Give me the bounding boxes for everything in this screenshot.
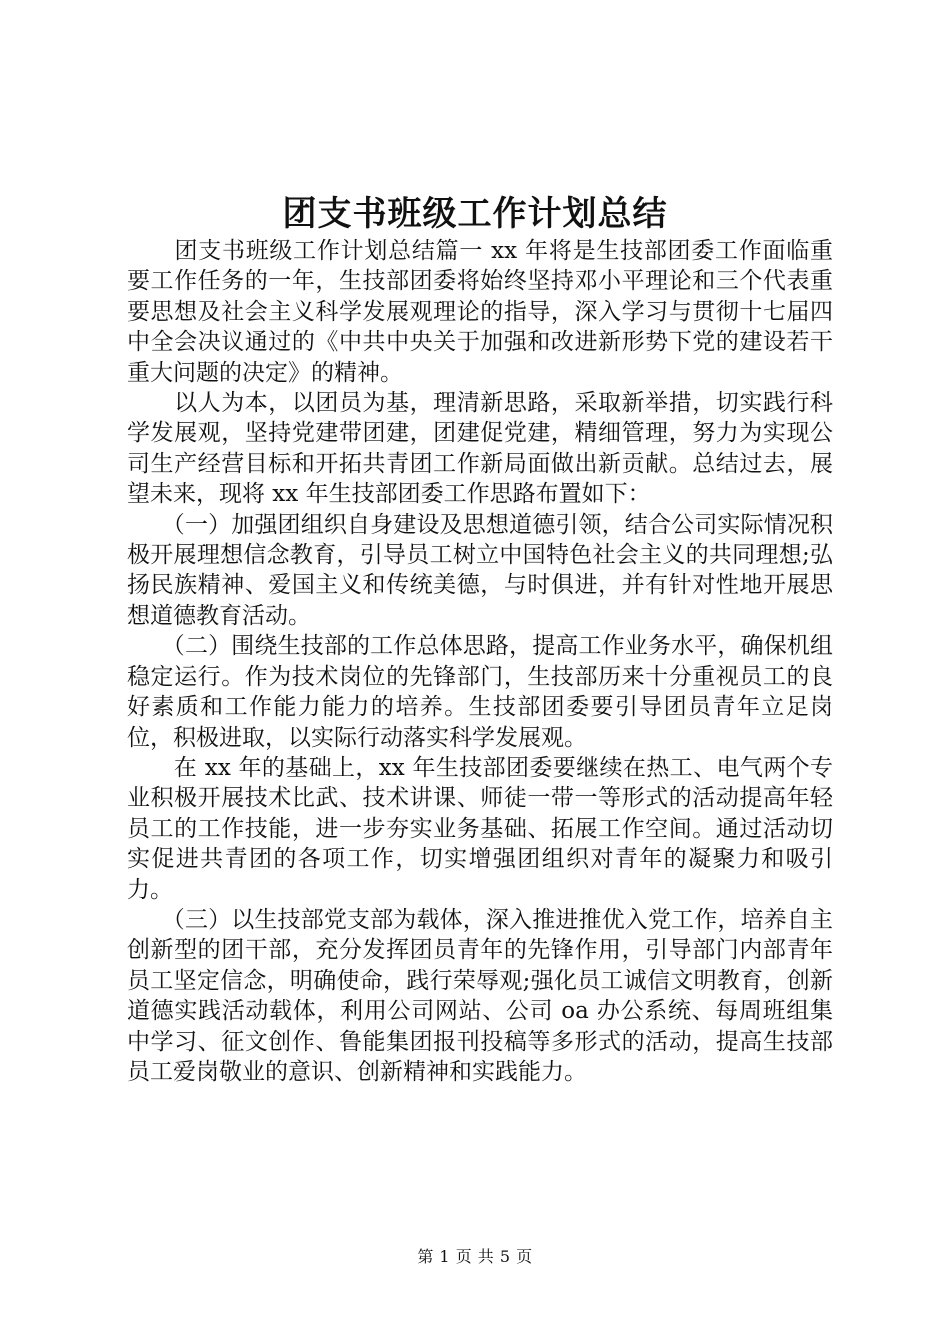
paragraph-2: 以人为本，以团员为基，理清新思路，采取新举措，切实践行科学发展观，坚持党建带团建，团建促党建，精细管理，努力为实现公司生产经营目标和开拓共青团工作新局面做出新贡献。总结过去，展望未来，现将 xx 年生技部团委工作思路布置如下： [127, 390, 833, 508]
paragraph-6: （三）以生技部党支部为载体，深入推进推优入党工作，培养自主创新型的团干部，充分发挥团员青年的先锋作用，引导部门内部青年员工坚定信念，明确使命，践行荣辱观;强化员工诚信文明教育，创新道德实践活动载体，利用公司网站、公司 oa 办公系统、每周班组集中学习、征文创作、鲁能集团报刊投稿等多形式的活动，提高生技部员工爱岗敬业的意识、创新精神和实践能力。 [127, 906, 833, 1085]
paragraph-4: （二）围绕生技部的工作总体思路，提高工作业务水平，确保机组稳定运行。作为技术岗位的先锋部门，生技部历来十分重视员工的良好素质和工作能力能力的培养。生技部团委要引导团员青年立足岗位，积极进取，以实际行动落实科学发展观。 [127, 633, 833, 751]
document-title: 团支书班级工作计划总结 [282, 194, 668, 234]
paragraph-1: 团支书班级工作计划总结篇一 xx 年将是生技部团委工作面临重要工作任务的一年，生技部团委将始终坚持邓小平理论和三个代表重要思想及社会主义科学发展观理论的指导，深入学习与贯彻十七届四中全会决议通过的《中共中央关于加强和改进新形势下党的建设若干重大问题的决定》的精神。 [127, 238, 833, 386]
document-body [127, 236, 833, 1087]
page-number-footer: 第 1 页 共 5 页 [417, 1247, 533, 1266]
paragraph-5: 在 xx 年的基础上，xx 年生技部团委要继续在热工、电气两个专业积极开展技术比武、技术讲课、师徒一带一等形式的活动提高年轻员工的工作技能，进一步夯实业务基础、拓展工作空间。通过活动切实促进共青团的各项工作，切实增强团组织对青年的凝聚力和吸引力。 [127, 754, 833, 903]
paragraph-3: （一）加强团组织自身建设及思想道德引领，结合公司实际情况积极开展理想信念教育，引导员工树立中国特色社会主义的共同理想;弘扬民族精神、爱国主义和传统美德，与时俱进，并有针对性地开展思想道德教育活动。 [127, 511, 833, 629]
